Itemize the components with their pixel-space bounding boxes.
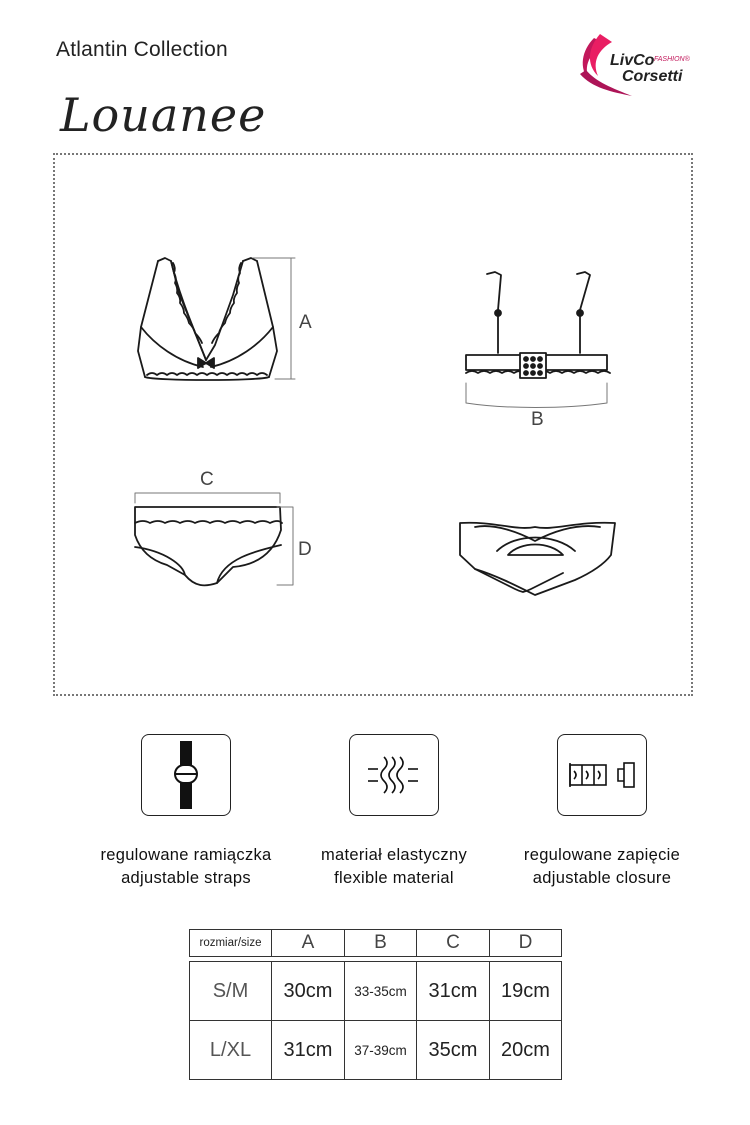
table-row — [190, 1021, 562, 1080]
value-cell-d: 19cm — [490, 962, 562, 1021]
feature-label-pl: materiał elastyczny — [321, 846, 467, 864]
stretch-material-icon — [349, 734, 439, 816]
feature-adjustable-closure — [492, 734, 712, 890]
size-cell: S/M — [190, 962, 272, 1021]
feature-label-pl: regulowane ramiączka — [100, 846, 272, 864]
dimension-label-c: C — [200, 469, 214, 490]
brand-fashion-mark: FASHION® — [654, 56, 690, 63]
value-cell-c: 35cm — [417, 1021, 490, 1080]
value-cell-a: 30cm — [272, 962, 345, 1021]
size-cell: L/XL — [190, 1021, 272, 1080]
dimension-label-d: D — [298, 539, 312, 560]
panty-front-drawing — [135, 507, 282, 585]
feature-label-pl: regulowane zapięcie — [523, 846, 681, 864]
bra-back-drawing — [466, 272, 610, 378]
feature-label-en: flexible material — [334, 869, 454, 887]
value-cell-b: 33-35cm — [345, 962, 417, 1021]
value-cell-b: 37-39cm — [345, 1021, 417, 1080]
feature-flexible-material — [284, 734, 504, 890]
brand-logo — [572, 30, 702, 100]
header-cell-d: D — [490, 930, 562, 957]
size-table-header — [190, 930, 562, 957]
product-name: Louanee — [60, 88, 267, 142]
technical-drawing — [55, 155, 695, 698]
value-cell-d: 20cm — [490, 1021, 562, 1080]
collection-title: Atlantin Collection — [56, 38, 228, 61]
feature-label-en: adjustable straps — [121, 869, 251, 887]
product-diagram — [53, 153, 693, 696]
brand-name-livco: LivCo — [610, 52, 655, 69]
adjustable-strap-icon — [141, 734, 231, 816]
header-cell-a: A — [272, 930, 345, 957]
feature-label-en: adjustable closure — [532, 869, 672, 887]
panty-back-drawing — [460, 523, 615, 595]
brand-name-corsetti: Corsetti — [622, 68, 683, 85]
value-cell-c: 31cm — [417, 962, 490, 1021]
size-table — [189, 929, 562, 1080]
table-row — [190, 962, 562, 1021]
header-cell-b: B — [345, 930, 417, 957]
dimension-label-a: A — [299, 312, 312, 333]
dimension-label-b: B — [531, 409, 544, 430]
hook-closure-icon — [557, 734, 647, 816]
header-cell-c: C — [417, 930, 490, 957]
header-cell-size: rozmiar/size — [190, 930, 272, 957]
feature-adjustable-straps — [76, 734, 296, 890]
value-cell-a: 31cm — [272, 1021, 345, 1080]
